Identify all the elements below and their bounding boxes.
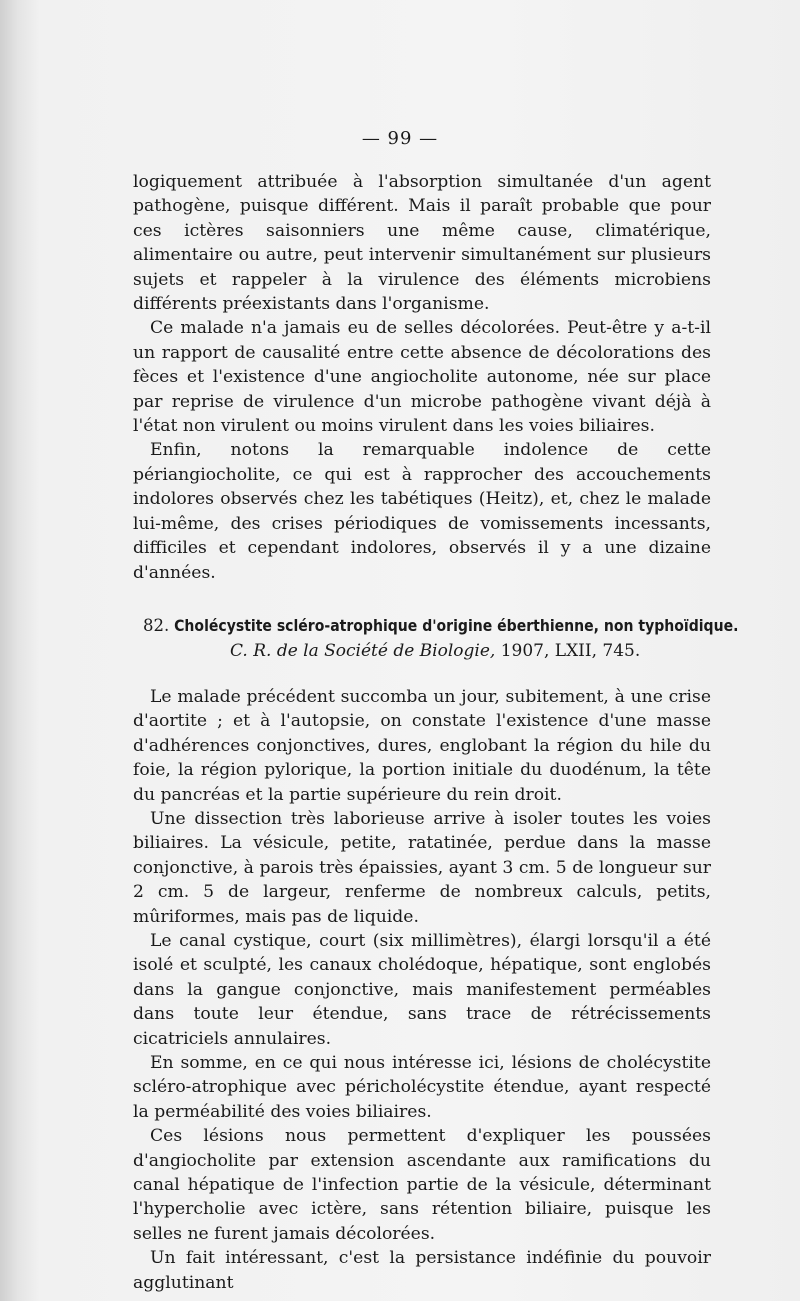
section-citation	[133, 639, 711, 663]
paragraph-9: Un fait intéressant, c'est la persistance indéfinie du pouvoir agglutinant	[133, 1248, 711, 1293]
section-heading	[133, 615, 739, 637]
citation-details: 1907, LXII, 745.	[500, 640, 641, 661]
paragraph-6: Le canal cystique, court (six millimètres), élargi lorsqu'il a été isolé et sculpté, les canaux cholédoque, hépatique, sont englobés dans la gangue conjonctive, mais manifestement perméables dans toute leur étendue, sans trace de rétrécissements cicatriciels annulaires.	[133, 930, 711, 1049]
paragraph-2: Ce malade n'a jamais eu de selles décolorées. Peut-être y a-t-il un rapport de causalité entre cette absence de décolorations des fèces et l'existence d'une angiocholite autonome, née sur place par reprise de virulence d'un microbe pathogène vivant déjà à l'état non virulent ou moins virulent dans les voies biliaires.	[133, 318, 711, 437]
page-number: — 99 —	[361, 128, 439, 149]
paragraph-1: logiquement attribuée à l'absorption simultanée d'un agent pathogène, puisque différent. Mais il paraît probable que pour ces ictères saisonniers une même cause, climatérique, alimentaire ou autre, peut intervenir simultanément sur plusieurs sujets et rappeler à la virulence des éléments microbiens différents préexistants dans l'organisme.	[133, 172, 711, 315]
section-number: 82.	[143, 615, 170, 635]
body-text	[133, 170, 739, 1295]
paragraph-8: Ces lésions nous permettent d'expliquer les poussées d'angiocholite par extension ascendante aux ramifications du canal hépatique de l'infection partie de la vésicule, déterminant l'hypercholie avec ictère, sans rétention biliaire, puisque les selles ne furent jamais décolorées.	[133, 1126, 711, 1244]
paragraph-7: En somme, en ce qui nous intéresse ici, lésions de cholécystite scléro-atrophique avec péricholécystite étendue, ayant respecté la perméabilité des voies biliaires.	[133, 1053, 711, 1122]
section-title: Cholécystite scléro-atrophique d'origine éberthienne, non typhoïdique.	[174, 616, 739, 635]
paragraph-5: Une dissection très laborieuse arrive à isoler toutes les voies biliaires. La vésicule, petite, ratatinée, perdue dans la masse conjonctive, à parois très épaissies, ayant 3 cm. 5 de longueur sur 2 cm. 5 de largeur, renferme de nombreux calculs, petits, mûriformes, mais pas de liquide.	[133, 808, 711, 927]
citation-source: C. R. de la Société de Biologie,	[230, 640, 496, 661]
paragraph-4: Le malade précédent succomba un jour, subitement, à une crise d'aortite ; et à l'autopsie, on constate l'existence d'une masse d'adhérences conjonctives, dures, englobant la région du hile du foie, la région pylorique, la portion initiale du duodénum, la tête du pancréas et la partie supérieure du rein droit.	[133, 686, 711, 805]
paragraph-3: Enfin, notons la remarquable indolence de cette périangiocholite, ce qui est à rapprocher des accouchements indolores observés chez les tabétiques (Heitz), et, chez le malade lui-même, des crises périodiques de vomissements incessants, difficiles et cependant indolores, observés il y a une dizaine d'années.	[133, 440, 711, 583]
